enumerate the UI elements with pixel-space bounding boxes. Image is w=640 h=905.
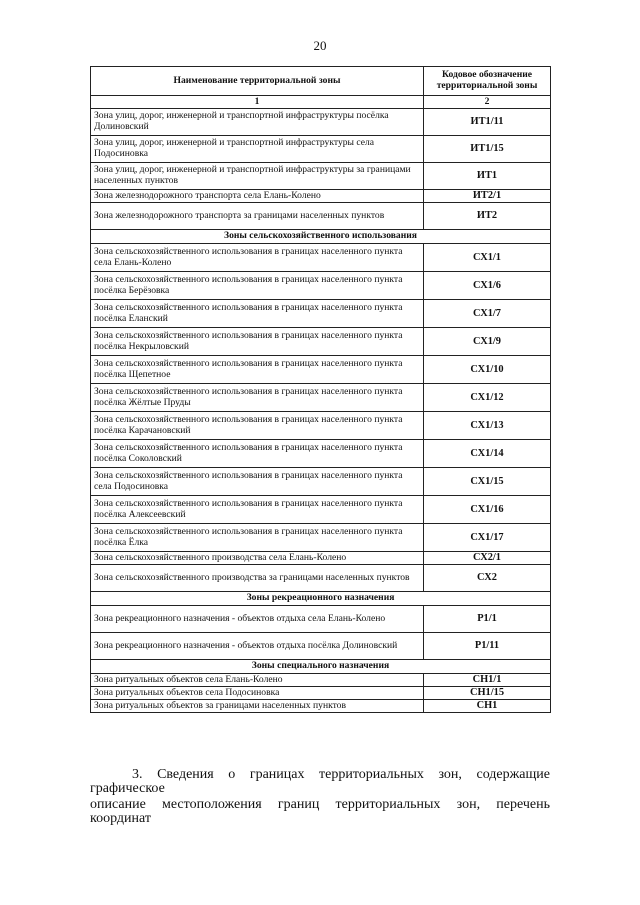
zone-code-cell: СХ1/1 (424, 244, 551, 272)
table-row (91, 412, 551, 440)
zone-code-cell: ИТ1/11 (424, 109, 551, 136)
zone-name-cell: Зона сельскохозяйственного производства села Елань-Колено (91, 552, 424, 565)
zone-code-cell: СХ1/6 (424, 272, 551, 300)
table-row (91, 674, 551, 687)
zone-code-cell: СХ1/17 (424, 524, 551, 552)
zone-code-cell: ИТ2 (424, 203, 551, 230)
zone-name-cell: Зона улиц, дорог, инженерной и транспортной инфраструктуры посёлка Долиновский (91, 109, 424, 136)
zone-name-cell: Зона ритуальных объектов за границами населенных пунктов (91, 700, 424, 713)
zone-code-cell: ИТ1 (424, 163, 551, 190)
zone-name-cell: Зона сельскохозяйственного использования в границах населенного пункта посёлка Жёлтые Пруды (91, 384, 424, 412)
table-row (91, 468, 551, 496)
zone-name-cell: Зона улиц, дорог, инженерной и транспортной инфраструктуры села Подосиновка (91, 136, 424, 163)
zone-name-cell: Зона рекреационного назначения - объектов отдыха посёлка Долиновский (91, 633, 424, 660)
zone-name-cell: Зона сельскохозяйственного использования в границах населенного пункта посёлка Карачановский (91, 412, 424, 440)
zone-name-cell: Зона сельскохозяйственного использования в границах населенного пункта посёлка Щепетное (91, 356, 424, 384)
zone-code-cell: СХ1/7 (424, 300, 551, 328)
zone-code-cell: СХ2/1 (424, 552, 551, 565)
zone-code-cell: СХ1/10 (424, 356, 551, 384)
zone-name-cell: Зона ритуальных объектов села Елань-Колено (91, 674, 424, 687)
zone-code-cell: СН1/15 (424, 687, 551, 700)
section-title: Зоны рекреационного назначения (91, 592, 551, 606)
table-header-row (91, 67, 551, 96)
zone-name-cell: Зона сельскохозяйственного производства за границами населенных пунктов (91, 565, 424, 592)
section-title: Зоны специального назначения (91, 660, 551, 674)
zones-table (90, 66, 551, 713)
table-row (91, 109, 551, 136)
zone-code-cell: Р1/1 (424, 606, 551, 633)
zone-name-cell: Зона сельскохозяйственного использования в границах населенного пункта посёлка Соколовский (91, 440, 424, 468)
zone-name-cell: Зона железнодорожного транспорта села Елань-Колено (91, 190, 424, 203)
zone-code-cell: Р1/11 (424, 633, 551, 660)
table-row (91, 328, 551, 356)
table-row (91, 606, 551, 633)
table-row (91, 384, 551, 412)
zone-code-cell: СХ1/13 (424, 412, 551, 440)
zone-name-cell: Зона улиц, дорог, инженерной и транспортной инфраструктуры за границами населенных пунктов (91, 163, 424, 190)
zone-name-cell: Зона рекреационного назначения - объектов отдыха села Елань-Колено (91, 606, 424, 633)
zone-name-cell: Зона сельскохозяйственного использования в границах населенного пункта посёлка Еланский (91, 300, 424, 328)
table-row (91, 633, 551, 660)
zone-code-cell: СХ1/12 (424, 384, 551, 412)
closing-paragraph-line-1: 3. Сведения о границах территориальных зон, содержащие графическое (90, 767, 550, 796)
header-zone-code: Кодовое обозначение территориальной зоны (424, 67, 551, 96)
zone-name-cell: Зона сельскохозяйственного использования в границах населенного пункта села Подосиновка (91, 468, 424, 496)
zone-code-cell: СХ1/15 (424, 468, 551, 496)
table-row (91, 190, 551, 203)
zone-code-cell: СН1/1 (424, 674, 551, 687)
table-row (91, 272, 551, 300)
section-row (91, 230, 551, 244)
page-number: 20 (313, 38, 327, 53)
table-row (91, 687, 551, 700)
zone-name-cell: Зона сельскохозяйственного использования в границах населенного пункта посёлка Некрыловский (91, 328, 424, 356)
zone-name-cell: Зона сельскохозяйственного использования в границах населенного пункта села Елань-Колено (91, 244, 424, 272)
zone-code-cell: СХ1/9 (424, 328, 551, 356)
zone-code-cell: ИТ2/1 (424, 190, 551, 203)
zone-name-cell: Зона сельскохозяйственного использования в границах населенного пункта посёлка Берёзовка (91, 272, 424, 300)
column-number-2: 2 (424, 96, 551, 109)
header-zone-name: Наименование территориальной зоны (91, 67, 424, 96)
zone-name-cell: Зона сельскохозяйственного использования в границах населенного пункта посёлка Ёлка (91, 524, 424, 552)
table-row (91, 163, 551, 190)
section-row (91, 592, 551, 606)
zone-name-cell: Зона ритуальных объектов села Подосиновка (91, 687, 424, 700)
table-row (91, 496, 551, 524)
zones-table-body (91, 109, 551, 713)
table-row (91, 565, 551, 592)
zone-code-cell: СХ1/16 (424, 496, 551, 524)
table-row (91, 203, 551, 230)
table-row (91, 524, 551, 552)
table-row (91, 552, 551, 565)
table-row (91, 300, 551, 328)
section-row (91, 660, 551, 674)
zone-name-cell: Зона сельскохозяйственного использования в границах населенного пункта посёлка Алексеевский (91, 496, 424, 524)
zone-code-cell: СН1 (424, 700, 551, 713)
table-row (91, 356, 551, 384)
zone-name-cell: Зона железнодорожного транспорта за границами населенных пунктов (91, 203, 424, 230)
column-number-1: 1 (91, 96, 424, 109)
zone-code-cell: СХ2 (424, 565, 551, 592)
column-number-row (91, 96, 551, 109)
table-row (91, 136, 551, 163)
zone-code-cell: СХ1/14 (424, 440, 551, 468)
table-row (91, 700, 551, 713)
section-title: Зоны сельскохозяйственного использования (91, 230, 551, 244)
table-row (91, 244, 551, 272)
closing-paragraph-line-2: описание местоположения границ территориальных зон, перечень координат (90, 797, 550, 826)
table-row (91, 440, 551, 468)
zone-code-cell: ИТ1/15 (424, 136, 551, 163)
